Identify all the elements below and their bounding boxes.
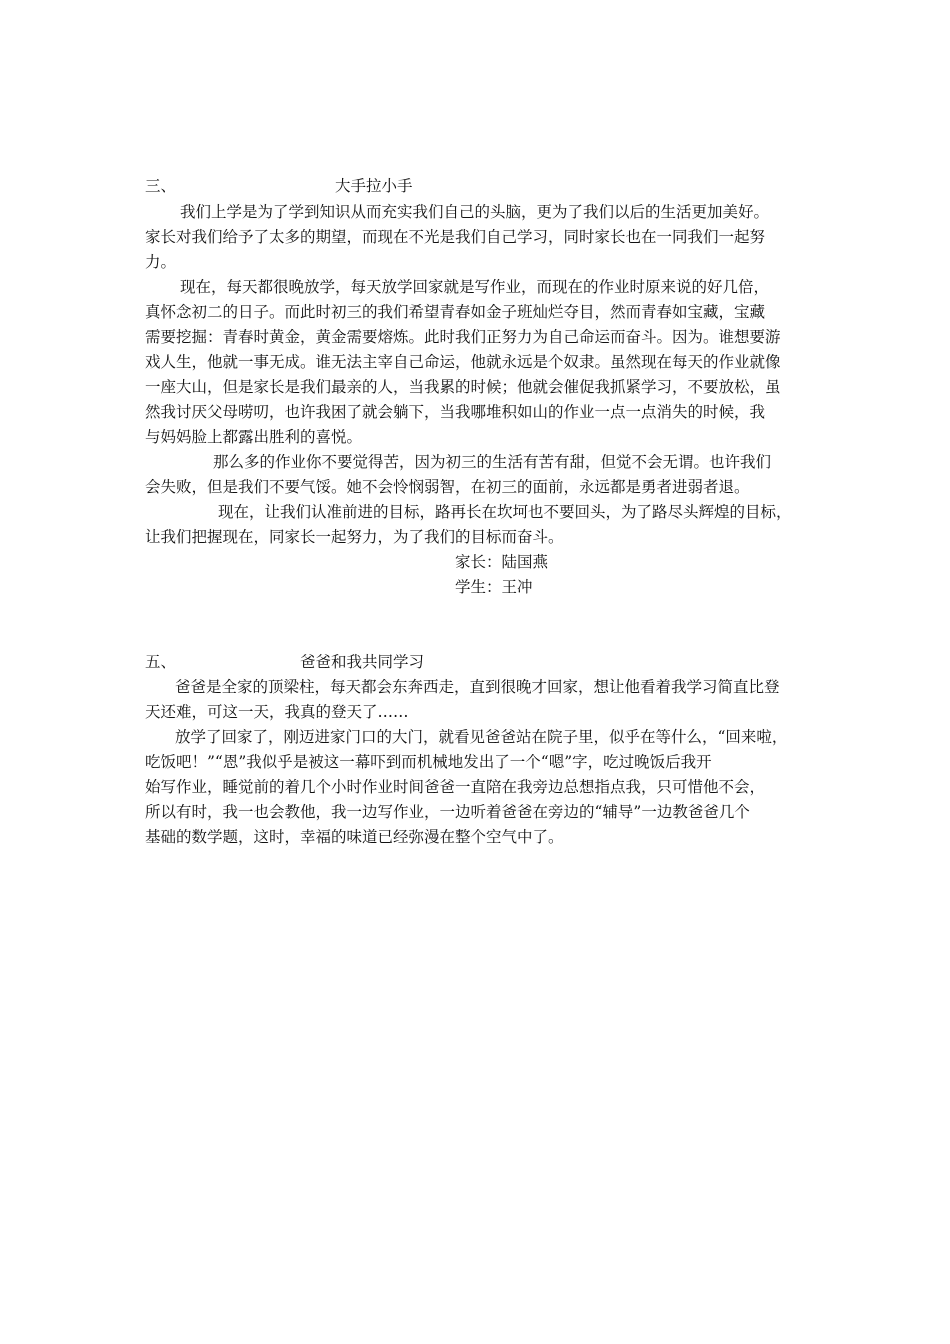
- section-5-line: 所以有时，我一也会教他，我一边写作业，一边听着爸爸在旁边的“辅导”一边教爸爸几个: [145, 803, 750, 821]
- section-5-line: 爸爸是全家的顶梁柱，每天都会东奔西走，直到很晚才回家，想让他看着我学习简直比登: [175, 678, 780, 696]
- section-5-line: 天还难，可这一天，我真的登天了……: [145, 703, 409, 721]
- section-3-number: 三、: [145, 177, 177, 195]
- section-5-line: 吃饭吧！”“恩”我似乎是被这一幕吓到而机械地发出了一个“嗯”字，吃过晚饭后我开: [145, 753, 712, 771]
- section-3-line: 我们上学是为了学到知识从而充实我们自己的头脑，更为了我们以后的生活更加美好。: [180, 203, 770, 221]
- section-5-line: 放学了回家了，刚迈进家门口的大门，就看见爸爸站在院子里，似乎在等什么，“回来啦，: [175, 728, 788, 746]
- section-5-number: 五、: [145, 653, 177, 671]
- section-3-line: 然我讨厌父母唠叨，也许我困了就会躺下，当我哪堆积如山的作业一点一点消失的时候，我: [145, 403, 766, 421]
- section-3-line: 力。: [145, 253, 177, 271]
- parent-signature: 家长：陆国燕: [455, 553, 549, 571]
- section-3-line: 让我们把握现在，同家长一起努力，为了我们的目标而奋斗。: [145, 528, 564, 546]
- section-3-line: 真怀念初二的日子。而此时初三的我们希望青春如金子班灿烂夺目，然而青春如宝藏，宝藏: [145, 303, 766, 321]
- section-5-title: 爸爸和我共同学习: [300, 653, 425, 671]
- section-3-line: 现在，每天都很晚放学，每天放学回家就是写作业，而现在的作业时原来说的好几倍，: [180, 278, 770, 296]
- section-3-line: 需要挖掘：青春时黄金，黄金需要熔炼。此时我们正努力为自己命运而奋斗。因为。谁想要游: [145, 328, 781, 346]
- section-5-line: 基础的数学题，这时，幸福的味道已经弥漫在整个空气中了。: [145, 828, 564, 846]
- section-3-line: 与妈妈脸上都露出胜利的喜悦。: [145, 428, 363, 446]
- section-5-line: 始写作业，睡觉前的着几个小时作业时间爸爸一直陪在我旁边总想指点我，只可惜他不会，: [145, 778, 766, 796]
- section-3-line: 现在，让我们认准前进的目标，路再长在坎坷也不要回头，为了路尽头辉煌的目标，: [218, 503, 792, 521]
- section-3-line: 戏人生，他就一事无成。谁无法主宰自己命运，他就永远是个奴隶。虽然现在每天的作业就像: [145, 353, 781, 371]
- section-3-line: 会失败，但是我们不要气馁。她不会怜悯弱智，在初三的面前，永远都是勇者进弱者退。: [145, 478, 750, 496]
- section-3-title: 大手拉小手: [335, 177, 413, 195]
- section-3-line: 一座大山，但是家长是我们最亲的人，当我累的时候；他就会催促我抓紧学习，不要放松，虽: [145, 378, 781, 396]
- student-signature: 学生：王冲: [455, 578, 533, 596]
- section-3-line: 那么多的作业你不要觉得苦，因为初三的生活有苦有甜，但觉不会无谓。也许我们: [213, 453, 772, 471]
- section-3-line: 家长对我们给予了太多的期望，而现在不光是我们自己学习，同时家长也在一同我们一起努: [145, 228, 766, 246]
